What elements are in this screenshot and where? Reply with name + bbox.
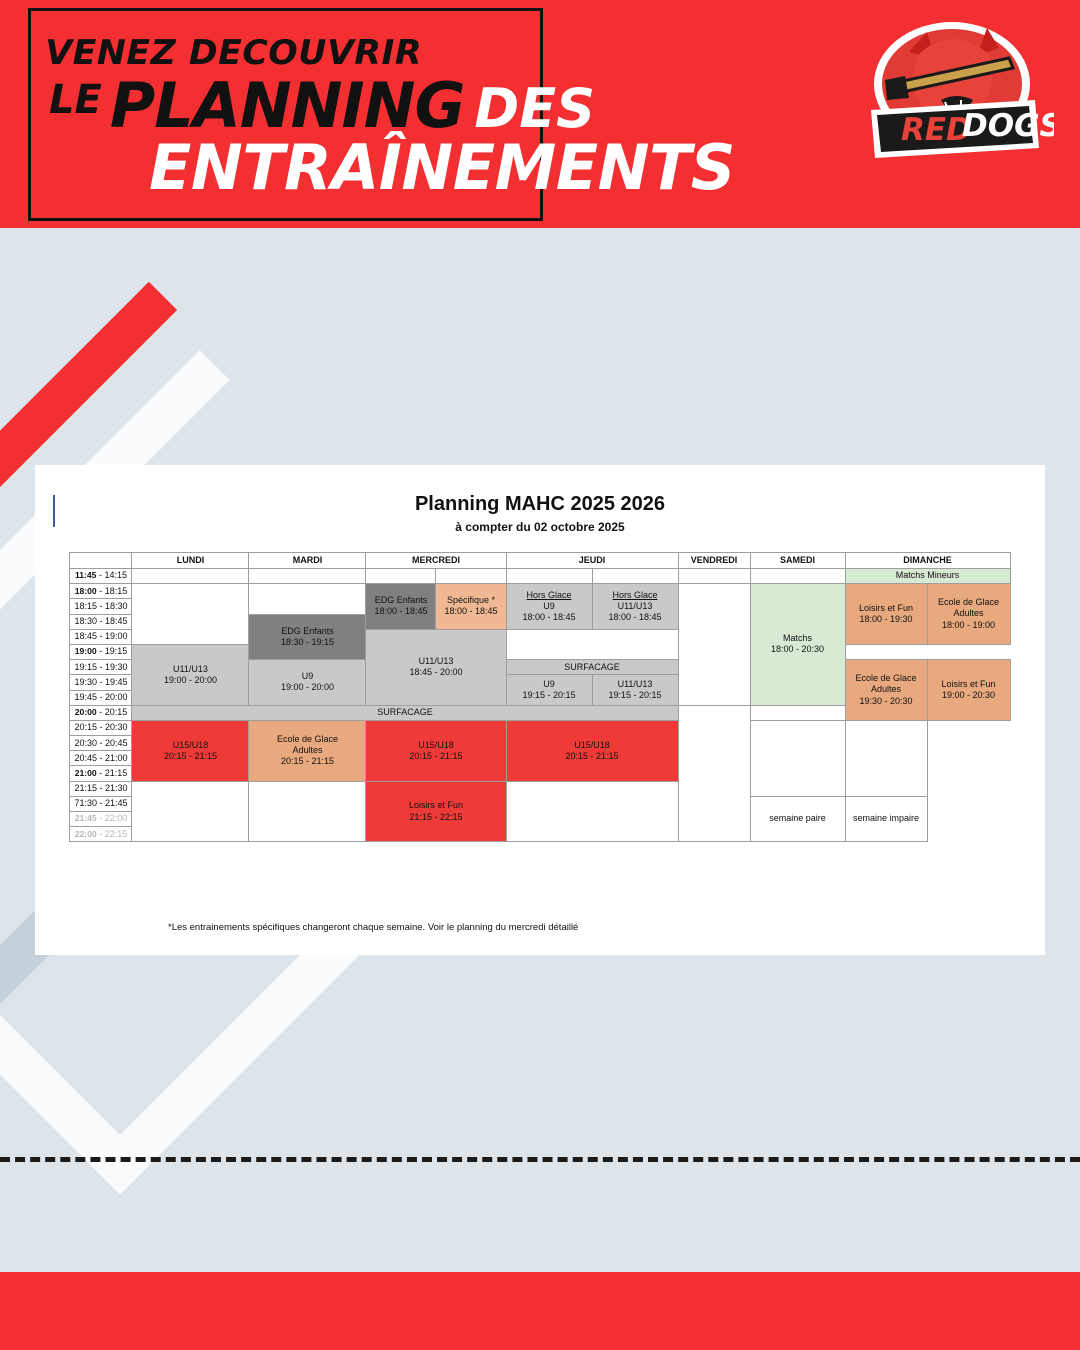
event-hors-glace-u11u13: Hors Glace U11/U13 18:00 - 18:45 <box>592 584 678 630</box>
event-edg-adultes-dimanche: Ecole de Glace Adultes 18:00 - 19:00 <box>927 584 1010 645</box>
cell-empty <box>678 569 750 584</box>
time-label: 19:30 - 19:45 <box>70 675 132 690</box>
schedule-table <box>69 552 1010 842</box>
title-des: DES <box>474 77 595 140</box>
day-header-samedi: SAMEDI <box>750 553 845 569</box>
cell-empty <box>249 781 366 842</box>
time-label: 20:30 - 20:45 <box>70 736 132 751</box>
cell-empty <box>506 781 678 842</box>
cell-empty <box>750 720 845 796</box>
time-label: 20:15 - 20:30 <box>70 720 132 735</box>
cell-empty <box>845 720 927 796</box>
time-label: 20:45 - 21:00 <box>70 751 132 766</box>
cell-empty <box>678 584 750 706</box>
corner-cell <box>70 553 132 569</box>
event-surfacage-jeudi: SURFACAGE <box>506 660 678 675</box>
event-u11u13-mercredi: U11/U13 18:45 - 20:00 <box>366 629 506 705</box>
time-label: 18:45 - 19:00 <box>70 629 132 644</box>
day-header-mercredi: MERCREDI <box>366 553 506 569</box>
table-row <box>70 584 1010 599</box>
event-u11u13-lundi: U11/U13 19:00 - 20:00 <box>132 644 249 705</box>
cell-empty <box>132 569 249 584</box>
title-line-3: ENTRAÎNEMENTS <box>149 131 735 204</box>
cell-empty <box>366 569 436 584</box>
event-matchs-mineurs: Matchs Mineurs <box>845 569 1010 584</box>
table-row <box>70 569 1010 584</box>
dashed-divider <box>0 1157 1080 1162</box>
event-u9-jeudi: U9 19:15 - 20:15 <box>506 675 592 705</box>
title-line-1: VENEZ DECOUVRIR <box>45 33 423 73</box>
bottom-red-band <box>0 1272 1080 1350</box>
event-u15u18-mercredi: U15/U18 20:15 - 21:15 <box>366 720 506 781</box>
event-edg-enfants-mardi: EDG Enfants 18:30 - 19:15 <box>249 614 366 660</box>
page-title: Planning MAHC 2025 2026 <box>414 493 666 515</box>
event-surfacage-main: SURFACAGE <box>132 705 678 720</box>
title-planning: PLANNING <box>109 69 465 142</box>
time-label: 21:15 - 21:30 <box>70 781 132 796</box>
title-banner <box>28 8 735 221</box>
cell-empty <box>678 705 750 842</box>
table-header-row <box>70 553 1010 569</box>
time-label: 19:45 - 20:00 <box>70 690 132 705</box>
event-edg-adultes-samedi: Ecole de Glace Adultes 19:30 - 20:30 <box>845 660 927 721</box>
footnote: *Les entrainements spécifiques changeront chaque semaine. Voir le planning du mercredi détaillé <box>168 922 579 933</box>
time-label: 19:00 - 19:15 <box>70 644 132 659</box>
day-header-lundi: LUNDI <box>132 553 249 569</box>
svg-text:DOGS: DOGS <box>962 108 1054 144</box>
time-label: 19:15 - 19:30 <box>70 660 132 675</box>
event-u15u18-jeudi: U15/U18 20:15 - 21:15 <box>506 720 678 781</box>
cell-empty <box>132 584 249 645</box>
time-label: 11:45 - 14:15 <box>70 569 132 584</box>
day-header-vendredi: VENDREDI <box>678 553 750 569</box>
time-label: 20:00 - 20:15 <box>70 705 132 720</box>
event-loisirs-mercredi: Loisirs et Fun 21:15 - 22:15 <box>366 781 506 842</box>
page-subtitle: à compter du 02 octobre 2025 <box>455 520 625 534</box>
cell-empty <box>249 569 366 584</box>
planning-header <box>35 465 1045 534</box>
day-header-dimanche: DIMANCHE <box>845 553 1010 569</box>
cell-empty <box>592 569 678 584</box>
cell-empty <box>506 629 678 659</box>
time-label: 21:00 - 21:15 <box>70 766 132 781</box>
time-label: 71:30 - 21:45 <box>70 796 132 811</box>
event-u15u18-lundi: U15/U18 20:15 - 21:15 <box>132 720 249 781</box>
event-u11u13-jeudi: U11/U13 19:15 - 20:15 <box>592 675 678 705</box>
cell-empty <box>132 781 249 842</box>
event-specifique: Spécifique * 18:00 - 18:45 <box>436 584 506 630</box>
event-loisirs-dimanche: Loisirs et Fun 19:00 - 20:30 <box>927 660 1010 721</box>
note-semaine-impaire: semaine impaire <box>845 796 927 842</box>
time-label: 21:45 - 22:00 <box>70 812 132 827</box>
time-label: 18:30 - 18:45 <box>70 614 132 629</box>
time-label: 22:00 - 22:15 <box>70 827 132 842</box>
day-header-mardi: MARDI <box>249 553 366 569</box>
accent-mark <box>53 495 55 527</box>
cell-empty <box>436 569 506 584</box>
cell-empty <box>506 569 592 584</box>
svg-text:RED: RED <box>901 112 972 148</box>
planning-card <box>35 465 1045 955</box>
event-matchs-samedi: Matchs 18:00 - 20:30 <box>750 584 845 706</box>
event-edg-adultes-mardi: Ecole de Glace Adultes 20:15 - 21:15 <box>249 720 366 781</box>
event-u9-mardi: U9 19:00 - 20:00 <box>249 660 366 706</box>
day-header-jeudi: JEUDI <box>506 553 678 569</box>
red-dogs-logo <box>849 14 1054 189</box>
title-le: LE <box>49 77 102 123</box>
cell-empty <box>249 584 366 614</box>
time-label: 18:00 - 18:15 <box>70 584 132 599</box>
table-row <box>70 720 1010 735</box>
event-hors-glace-u9: Hors Glace U9 18:00 - 18:45 <box>506 584 592 630</box>
cell-empty <box>750 569 845 584</box>
time-label: 18:15 - 18:30 <box>70 599 132 614</box>
event-loisirs-samedi: Loisirs et Fun 18:00 - 19:30 <box>845 584 927 645</box>
note-semaine-paire: semaine paire <box>750 796 845 842</box>
event-edg-enfants-mercredi: EDG Enfants 18:00 - 18:45 <box>366 584 436 630</box>
